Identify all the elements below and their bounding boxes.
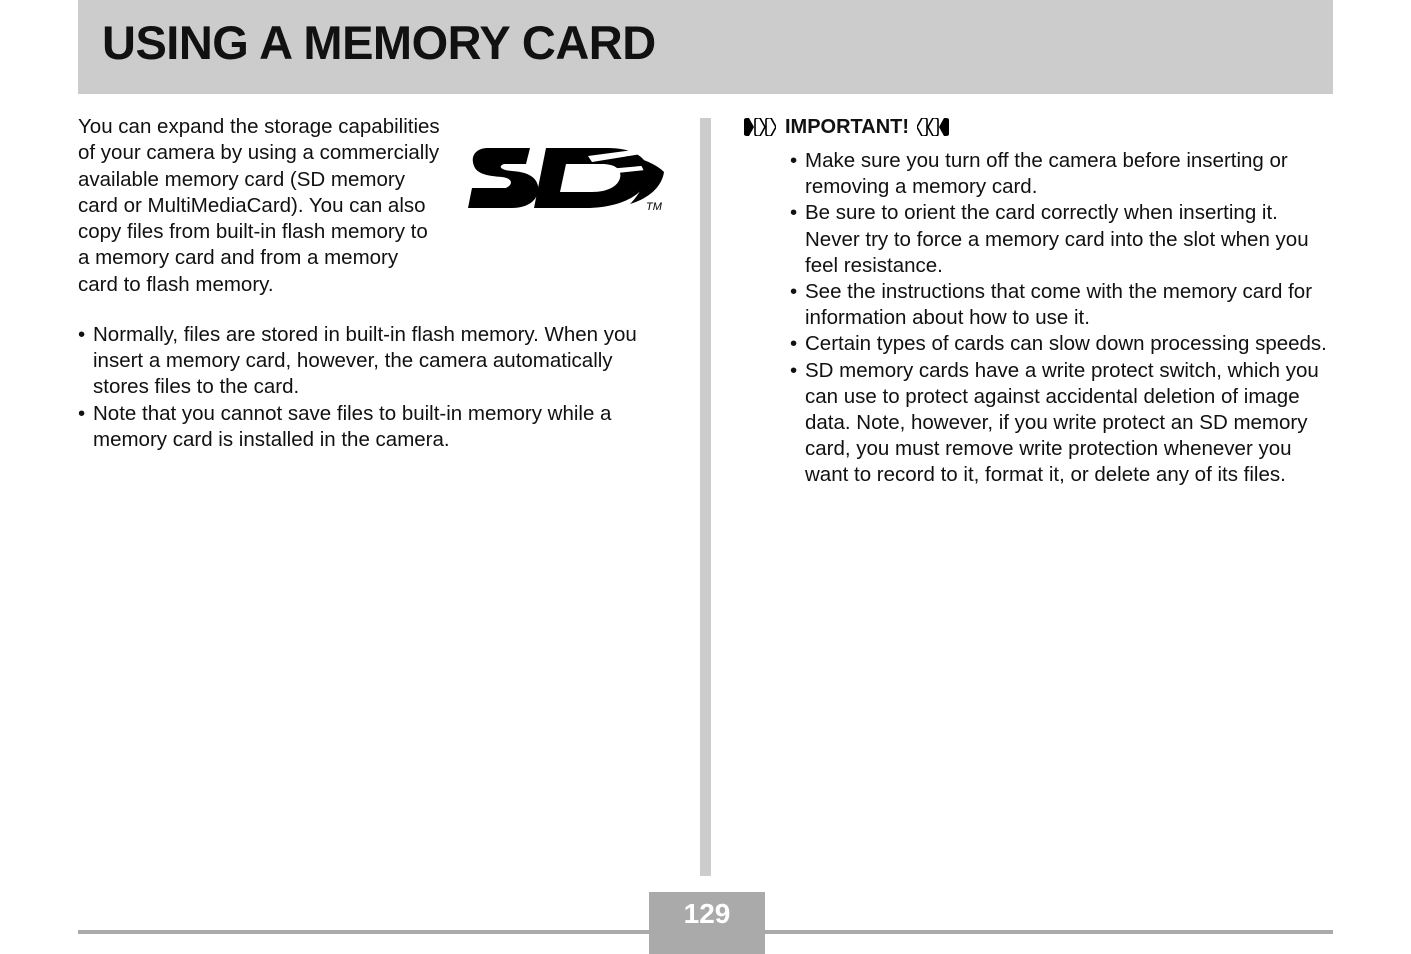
title-band	[78, 0, 1333, 94]
right-arrows-icon	[744, 118, 776, 136]
column-divider	[700, 118, 711, 876]
list-item: • Be sure to orient the card correctly when inserting it. Never try to force a memory card into the slot when you feel resistance.	[790, 201, 1309, 277]
left-bullet-list	[78, 322, 668, 453]
sd-logo-icon	[468, 142, 668, 214]
page-number: 129	[683, 898, 731, 929]
important-bullet-list	[790, 148, 1335, 489]
important-heading	[744, 114, 1344, 140]
intro-paragraph: You can expand the storage capabilities of your camera by using a commercially available memory card (SD memory card or MultiMediaCard). You can also copy files from built-in flash memory to a memory card and from a memory card to flash memory.	[78, 115, 440, 296]
list-item: • Make sure you turn off the camera before inserting or removing a memory card.	[790, 149, 1288, 199]
list-item: • See the instructions that come with the memory card for information about how to use it.	[790, 280, 1313, 330]
list-item: • Note that you cannot save files to built-in memory while a memory card is installed in the camera.	[78, 401, 612, 451]
sd-trademark: TM	[646, 201, 662, 213]
list-item: • Normally, files are stored in built-in flash memory. When you insert a memory card, however, the camera automatically stores files to the card.	[78, 323, 637, 399]
important-label: IMPORTANT!	[785, 115, 910, 138]
page-title: USING A MEMORY CARD	[102, 16, 656, 69]
list-item: • Certain types of cards can slow down processing speeds.	[790, 332, 1327, 356]
right-column	[744, 114, 1344, 489]
left-column	[78, 114, 678, 453]
left-arrows-icon	[917, 118, 949, 136]
page-number-box	[649, 892, 765, 954]
list-item: • SD memory cards have a write protect switch, which you can use to protect against accidental deletion of image data. Note, however, if you write protect an SD memory card, you must remove write protection whenever you want to record to it, format it, or delete any of its files.	[790, 358, 1319, 487]
